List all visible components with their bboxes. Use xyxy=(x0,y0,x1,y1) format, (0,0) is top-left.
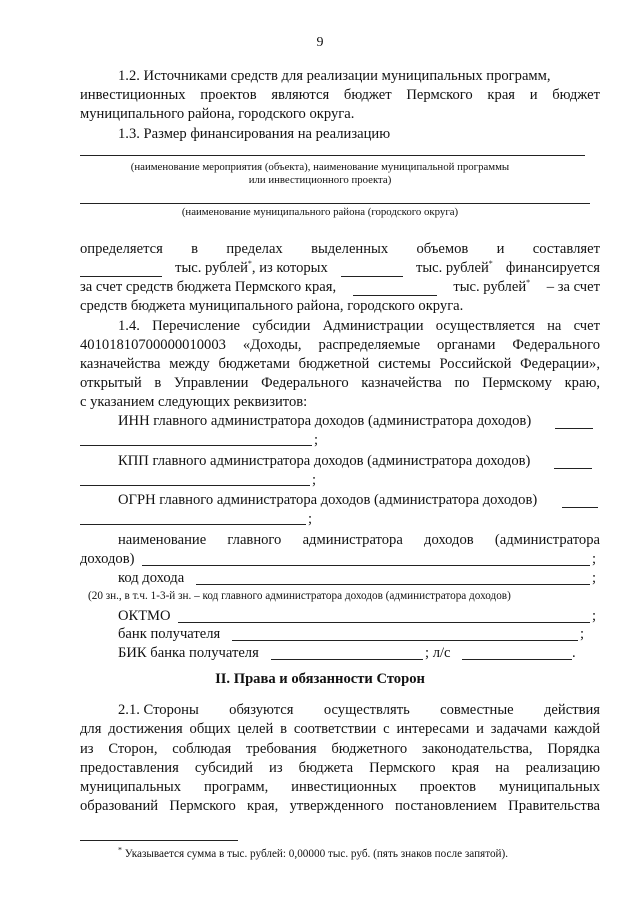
ogrn-blank[interactable] xyxy=(80,524,306,525)
ogrn-label: ОГРН главного администратора доходов (администратора доходов) xyxy=(118,492,538,508)
semicolon: ; xyxy=(592,608,597,624)
name-label-line2: доходов) xyxy=(80,551,135,567)
text: тыс. рублей*, из которых xyxy=(175,259,328,276)
footnote-mark: * xyxy=(118,845,122,855)
s2-line6: образований Пермского края, утвержденного постановлением Правительства xyxy=(80,798,600,814)
semicolon: ; xyxy=(308,511,313,527)
p13-line4 xyxy=(80,278,600,296)
section-heading: II. Права и обязанности Сторон xyxy=(215,671,425,687)
code-blank[interactable] xyxy=(196,584,590,585)
ogrn-blank-end[interactable] xyxy=(562,507,598,508)
oktmo-label: ОКТМО xyxy=(118,608,171,624)
word: и xyxy=(496,241,505,257)
text: – за счет xyxy=(546,279,600,295)
s2-line2: для достижения общих целей в соответствии с интересами и задачами каждой xyxy=(80,721,600,737)
word: наименование xyxy=(118,532,207,548)
p14-line1: 1.4. Перечисление субсидии Администрации осуществляется на счет xyxy=(118,318,600,334)
code-label: код дохода xyxy=(118,570,185,586)
caption-district: (наименование муниципального района (городского округа) xyxy=(181,206,459,218)
caption-project-b: или инвестиционного проекта) xyxy=(248,174,392,186)
word: обязуются xyxy=(229,702,294,718)
word: выделенных xyxy=(311,241,389,257)
footnote-separator xyxy=(80,840,238,841)
word: определяется xyxy=(80,241,163,257)
kpp-blank-end[interactable] xyxy=(554,468,592,469)
word: действия xyxy=(544,702,600,718)
word: осуществлять xyxy=(323,702,410,718)
bank-blank[interactable] xyxy=(232,640,578,641)
footnote xyxy=(118,845,509,860)
semicolon: ; xyxy=(580,626,585,642)
p13-line3 xyxy=(80,259,600,277)
text: за счет средств бюджета Пермского края, xyxy=(80,279,337,295)
p14-line5: с указанием следующих реквизитов: xyxy=(80,394,308,410)
p13-line2 xyxy=(80,240,600,258)
p12-line2: инвестиционных проектов являются бюджет Пермского края и бюджет xyxy=(80,87,600,103)
word: (администратора xyxy=(494,532,600,548)
ls-blank[interactable] xyxy=(462,659,572,660)
p13-line5: средств бюджета муниципального района, городского округа. xyxy=(80,298,464,314)
page-number: 9 xyxy=(316,35,324,50)
ls-label: ; л/с xyxy=(425,645,451,661)
amount-blank[interactable] xyxy=(353,282,437,296)
word: главного xyxy=(227,532,282,548)
name-blank[interactable] xyxy=(142,565,590,566)
p14-line4: открытый в Управлении Федерального казначейства по Пермскому краю, xyxy=(80,375,600,391)
s2-line3: из Сторон, соблюдая требования бюджетного законодательства, Порядка xyxy=(80,741,600,757)
fill-line-project xyxy=(80,155,585,156)
word: совместные xyxy=(440,702,514,718)
dot: . xyxy=(572,645,576,661)
fill-line-district xyxy=(80,203,590,204)
s2-line1 xyxy=(118,701,600,719)
text: финансируется xyxy=(505,260,600,276)
semicolon: ; xyxy=(592,570,597,586)
footnote-text: Указывается сумма в тыс. рублей: 0,00000 тыс. руб. (пять знаков после запятой). xyxy=(124,848,509,860)
word: доходов xyxy=(424,532,474,548)
bik-label: БИК банка получателя xyxy=(118,645,259,661)
caption-project-a: (наименование мероприятия (объекта), наименование муниципальной программы xyxy=(130,161,510,173)
kpp-blank[interactable] xyxy=(80,485,310,486)
bank-label: банк получателя xyxy=(118,626,221,642)
semicolon: ; xyxy=(592,551,597,567)
oktmo-blank[interactable] xyxy=(178,622,590,623)
bik-blank[interactable] xyxy=(271,659,423,660)
word: пределах xyxy=(226,241,283,257)
word: составляет xyxy=(532,241,600,257)
text: тыс. рублей* xyxy=(415,259,493,276)
kpp-label: КПП главного администратора доходов (администратора доходов) xyxy=(118,453,531,469)
p14-line3: казначейства между бюджетами бюджетной системы Российской Федерации», xyxy=(80,356,600,372)
s2-line5: муниципальных программ, инвестиционных проектов муниципальных xyxy=(80,779,600,795)
p14-line2: 40101810700000010003 «Доходы, распределяемые органами Федерального xyxy=(80,337,600,353)
word: объемов xyxy=(416,241,469,257)
amount-blank[interactable] xyxy=(80,263,162,277)
semicolon: ; xyxy=(312,472,317,488)
word: 2.1. Стороны xyxy=(118,702,199,718)
p13-line1: 1.3. Размер финансирования на реализацию xyxy=(118,126,391,142)
word: администратора xyxy=(302,532,403,548)
word: в xyxy=(191,241,199,257)
name-label-line1 xyxy=(118,531,600,549)
p12-line1: 1.2. Источниками средств для реализации муниципальных программ, xyxy=(118,68,551,84)
code-note: (20 зн., в т.ч. 1-3-й зн. – код главного администратора доходов (администратора доходов) xyxy=(88,590,511,602)
amount-blank[interactable] xyxy=(341,263,403,277)
inn-blank[interactable] xyxy=(80,445,312,446)
inn-blank-end[interactable] xyxy=(555,428,593,429)
inn-label: ИНН главного администратора доходов (администратора доходов) xyxy=(118,413,532,429)
s2-line4: предоставления субсидий из бюджета Пермского края на реализацию xyxy=(80,760,600,776)
text: тыс. рублей* xyxy=(453,278,531,295)
p12-line3: муниципального района, городского округа. xyxy=(80,106,355,122)
semicolon: ; xyxy=(314,432,319,448)
